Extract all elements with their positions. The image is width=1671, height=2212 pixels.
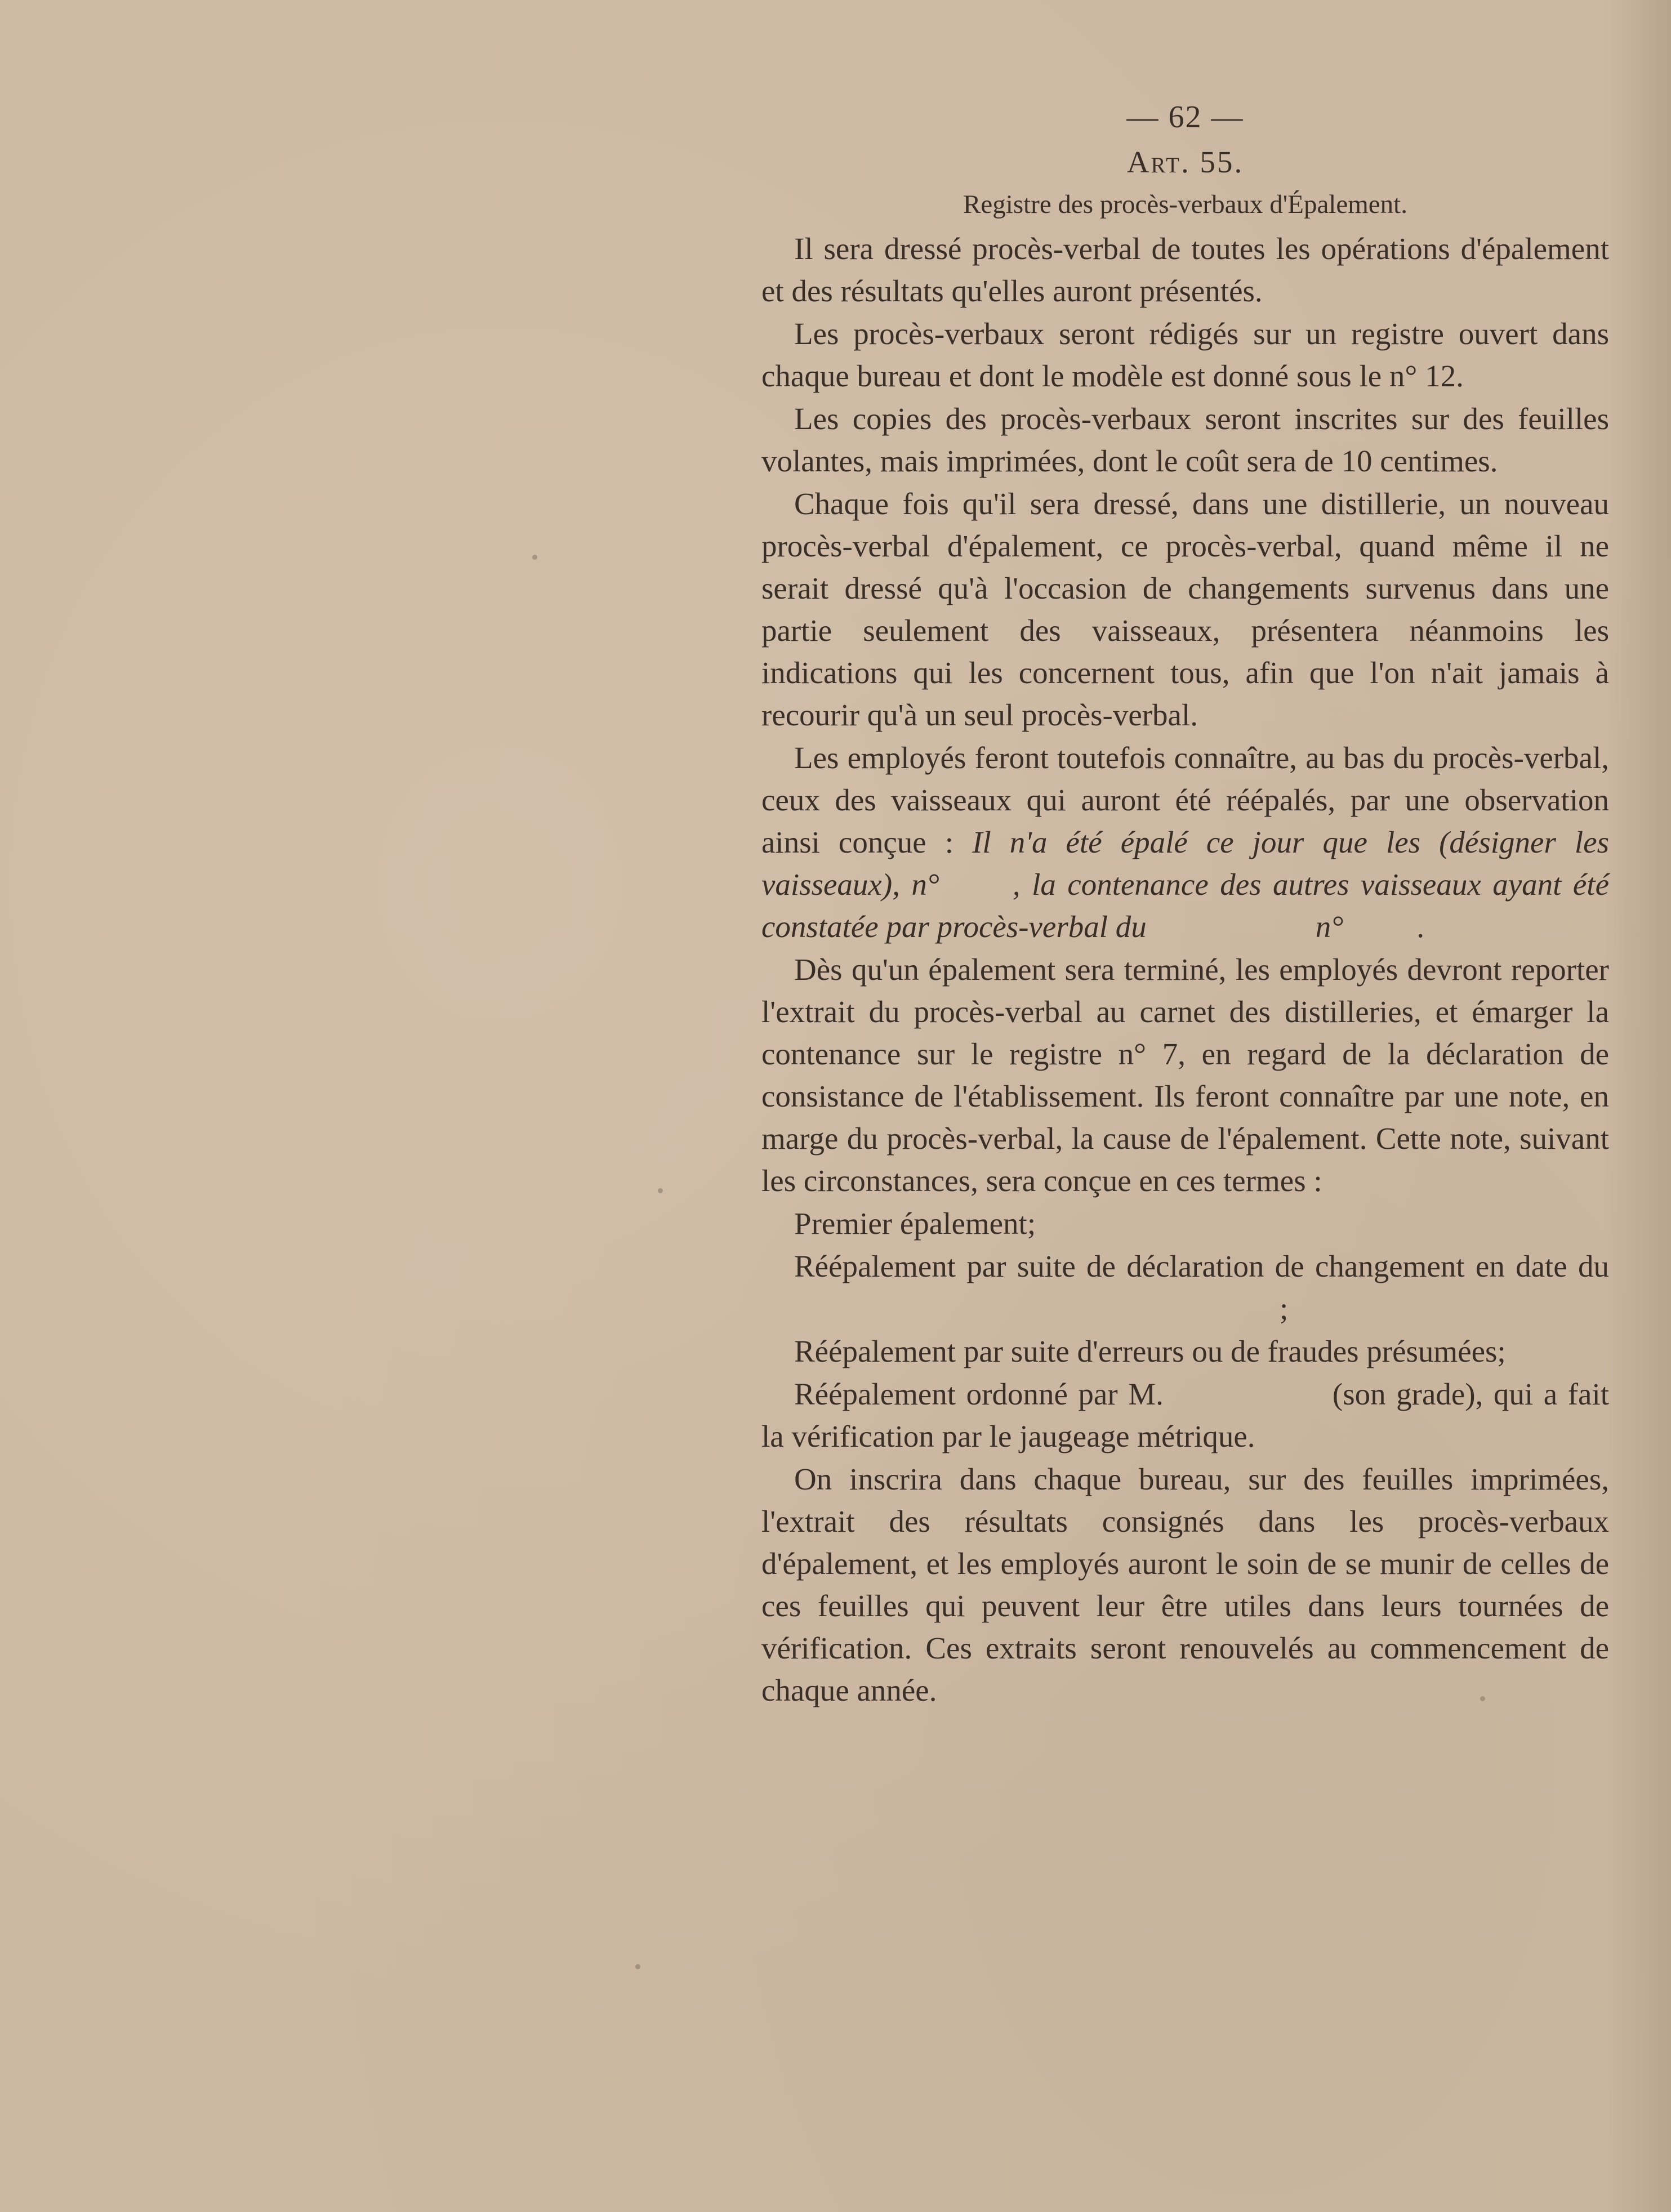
note-text: Réépalement par suite de déclaration de changement en date du [794,1249,1609,1283]
paragraph: On inscrira dans chaque bureau, sur des feuilles imprimées, l'extrait des résultats consignés dans les procès-verbaux d'épalement, et les employés auront le soin de se munir de celles de ces feuilles qui peuvent leur être utiles dans leurs tournées de vérification. Ces extraits seront renouvelés au commencement de chaque année. [761,1462,1609,1707]
paragraph-note-item: Premier épalement; [794,1206,1036,1241]
observation-formula-cont: , la contenance des autres vaisseaux ayant été constatée par procès-verbal du [761,867,1609,944]
paragraph: Chaque fois qu'il sera dressé, dans une distillerie, un nouveau procès-verbal d'épalement, ce procès-verbal, quand même il ne serait dressé qu'à l'occasion de changements survenus dans une partie seulement des vaisseaux, présentera néanmoins les indications qui les concernent tous, afin que l'on n'ait jamais à recourir qu'à un seul procès-verbal. [761,487,1609,732]
paragraph-text: Les employés feront toutefois connaître, au bas du procès-verbal, ceux des vaisseaux qui auront été réépalés, par une observation ainsi conçue : [761,741,1609,859]
article-text-block [761,95,1609,1712]
article-heading: Art. 55. [1126,145,1244,179]
note-text: Réépalement ordonné par M. [794,1377,1164,1411]
article-subtitle: Registre des procès-verbaux d'Épalement. [963,190,1407,219]
observation-end: . [1416,909,1425,944]
paragraph: Il sera dressé procès-verbal de toutes les opérations d'épalement et des résultats qu'elles auront présentés. [761,231,1609,308]
paper-speck [658,1188,663,1193]
note-end: ; [1280,1291,1289,1326]
paragraph-note-item [761,1373,1609,1457]
observation-formula: Il n'a été épalé ce jour que les (désigner les vaisseaux), n° [761,825,1609,902]
paragraph-note-item: Réépalement par suite d'erreurs ou de fraudes présumées; [794,1334,1506,1368]
paragraph-observation [761,737,1609,948]
paragraph: Dès qu'un épalement sera terminé, les employés devront reporter l'extrait du procès-verbal au carnet des distilleries, et émarger la contenance sur le registre n° 7, en regard de la déclaration de consistance de l'établissement. Ils feront connaître par une note, en marge du procès-verbal, la cause de l'épalement. Cette note, suivant les circonstances, sera conçue en ces termes : [761,952,1609,1198]
paragraph-note-item [761,1245,1609,1330]
paper-speck [635,1964,640,1969]
note-text-cont: (son grade), qui a fait la vérification par le jaugeage métrique. [761,1377,1610,1453]
paragraph: Les procès-verbaux seront rédigés sur un registre ouvert dans chaque bureau et dont le modèle est donné sous le n° 12. [761,316,1609,393]
paragraph: Les copies des procès-verbaux seront inscrites sur des feuilles volantes, mais imprimées, dont le coût sera de 10 centimes. [761,402,1609,478]
observation-number: n° [1315,909,1344,944]
page-number: — 62 — [1126,100,1244,135]
paper-speck [532,555,537,560]
